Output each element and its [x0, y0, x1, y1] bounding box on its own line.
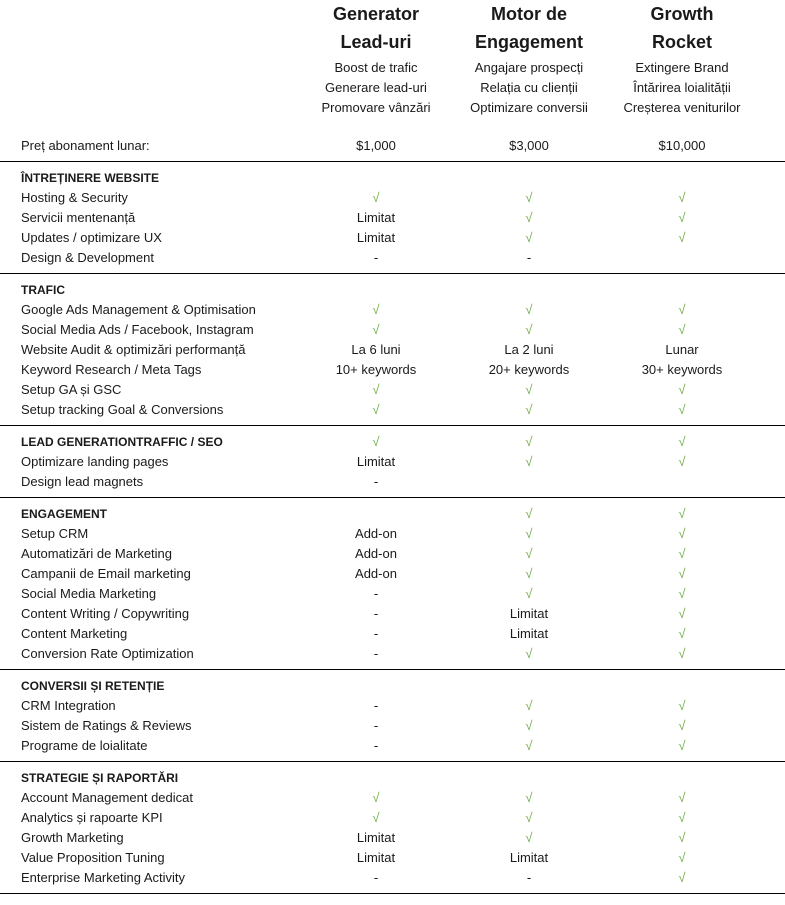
- check-mark: √: [678, 718, 686, 733]
- feature-value: Limitat: [356, 830, 396, 845]
- price-value: $10,000: [658, 138, 706, 153]
- feature-value: -: [373, 718, 379, 733]
- feature-value: La 2 luni: [504, 342, 554, 357]
- section-divider: [0, 425, 785, 426]
- check-mark: √: [678, 506, 686, 521]
- check-mark: √: [678, 190, 686, 205]
- section-header: [0, 768, 785, 788]
- section-divider: [0, 761, 785, 762]
- feature-value: Limitat: [509, 606, 549, 621]
- feature-row: [0, 524, 785, 544]
- feature-row: [0, 208, 785, 228]
- feature-value: -: [373, 738, 379, 753]
- plan-title-line2: Engagement: [474, 32, 584, 52]
- feature-value: Limitat: [356, 850, 396, 865]
- check-mark: √: [525, 382, 533, 397]
- feature-row: [0, 472, 785, 492]
- check-mark: √: [525, 526, 533, 541]
- section-divider: [0, 893, 785, 894]
- feature-label: Programe de loialitate: [21, 738, 148, 753]
- plan-header-engagement: [454, 0, 604, 118]
- plan-desc: Angajare prospecți: [474, 60, 584, 75]
- feature-row: [0, 380, 785, 400]
- section-title: TRAFIC: [21, 283, 65, 297]
- section-divider: [0, 161, 785, 162]
- price-value: $3,000: [509, 138, 549, 153]
- price-value: $1,000: [356, 138, 396, 153]
- check-mark: √: [678, 302, 686, 317]
- plan-desc: Generare lead-uri: [325, 80, 427, 95]
- feature-value: -: [373, 698, 379, 713]
- feature-label: Setup tracking Goal & Conversions: [21, 402, 224, 417]
- check-mark: √: [678, 434, 686, 449]
- check-mark: √: [678, 870, 686, 885]
- feature-row: [0, 808, 785, 828]
- feature-value: -: [373, 626, 379, 641]
- section-header: [0, 676, 785, 696]
- check-mark: √: [678, 566, 686, 581]
- plan-desc: Optimizare conversii: [470, 100, 588, 115]
- feature-row: [0, 320, 785, 340]
- feature-label: Analytics și rapoarte KPI: [21, 810, 163, 825]
- feature-row: [0, 604, 785, 624]
- check-mark: √: [678, 382, 686, 397]
- feature-label: Social Media Marketing: [21, 586, 157, 601]
- feature-row: [0, 828, 785, 848]
- check-mark: √: [525, 646, 533, 661]
- feature-label: Google Ads Management & Optimisation: [21, 302, 256, 317]
- feature-value: 30+ keywords: [641, 362, 723, 377]
- feature-label: Optimizare landing pages: [21, 454, 169, 469]
- check-mark: √: [372, 382, 380, 397]
- feature-row: [0, 788, 785, 808]
- feature-label: Growth Marketing: [21, 830, 124, 845]
- check-mark: √: [525, 322, 533, 337]
- feature-row: [0, 868, 785, 888]
- feature-value: -: [373, 250, 379, 265]
- feature-row: [0, 188, 785, 208]
- check-mark: √: [525, 402, 533, 417]
- feature-value: Limitat: [356, 210, 396, 225]
- check-mark: √: [525, 302, 533, 317]
- feature-value: Limitat: [356, 230, 396, 245]
- check-mark: √: [678, 606, 686, 621]
- check-mark: √: [525, 190, 533, 205]
- check-mark: √: [525, 586, 533, 601]
- feature-label: Content Marketing: [21, 626, 128, 641]
- plan-desc: Relația cu clienții: [480, 80, 578, 95]
- check-mark: √: [525, 718, 533, 733]
- feature-label: Design & Development: [21, 250, 154, 265]
- check-mark: √: [525, 454, 533, 469]
- section-header: [0, 280, 785, 300]
- check-mark: √: [678, 546, 686, 561]
- check-mark: √: [678, 454, 686, 469]
- feature-value: Add-on: [355, 546, 397, 561]
- feature-row: [0, 228, 785, 248]
- feature-row: [0, 584, 785, 604]
- check-mark: √: [372, 810, 380, 825]
- section-divider: [0, 497, 785, 498]
- check-mark: √: [678, 646, 686, 661]
- feature-label: Website Audit & optimizări performanță: [21, 342, 246, 357]
- check-mark: √: [525, 698, 533, 713]
- check-mark: √: [525, 210, 533, 225]
- feature-row: [0, 360, 785, 380]
- check-mark: √: [678, 830, 686, 845]
- plan-desc: Boost de trafic: [334, 60, 418, 75]
- feature-row: [0, 696, 785, 716]
- feature-label: Social Media Ads / Facebook, Instagram: [21, 322, 254, 337]
- check-mark: √: [372, 302, 380, 317]
- feature-value: Add-on: [355, 566, 397, 581]
- check-mark: √: [678, 738, 686, 753]
- plan-desc: Creșterea veniturilor: [623, 100, 741, 115]
- feature-value: -: [373, 870, 379, 885]
- section-title: CONVERSII ȘI RETENȚIE: [21, 679, 165, 693]
- feature-label: Hosting & Security: [21, 190, 128, 205]
- check-mark: √: [678, 698, 686, 713]
- feature-label: CRM Integration: [21, 698, 116, 713]
- feature-row: [0, 848, 785, 868]
- feature-value: 10+ keywords: [335, 362, 417, 377]
- section-title: ENGAGEMENT: [21, 507, 108, 521]
- feature-value: -: [373, 586, 379, 601]
- feature-label: Setup GA și GSC: [21, 382, 122, 397]
- section-divider: [0, 669, 785, 670]
- feature-row: [0, 716, 785, 736]
- plan-title-line2: Lead-uri: [340, 32, 412, 52]
- feature-row: [0, 300, 785, 320]
- feature-value: La 6 luni: [351, 342, 401, 357]
- check-mark: √: [372, 402, 380, 417]
- check-mark: √: [678, 322, 686, 337]
- feature-value: Limitat: [356, 454, 396, 469]
- feature-label: Value Proposition Tuning: [21, 850, 165, 865]
- plan-header-generator: [301, 0, 451, 118]
- feature-value: Limitat: [509, 626, 549, 641]
- feature-label: Conversion Rate Optimization: [21, 646, 194, 661]
- feature-row: [0, 340, 785, 360]
- feature-value: Limitat: [509, 850, 549, 865]
- feature-row: [0, 452, 785, 472]
- plan-header-growth-rocket: [607, 0, 757, 118]
- check-mark: √: [678, 402, 686, 417]
- feature-row: [0, 624, 785, 644]
- plan-desc: Promovare vânzări: [321, 100, 431, 115]
- feature-label: Sistem de Ratings & Reviews: [21, 718, 192, 733]
- check-mark: √: [525, 790, 533, 805]
- check-mark: √: [525, 830, 533, 845]
- section-header: [0, 168, 785, 188]
- feature-value: 20+ keywords: [488, 362, 570, 377]
- check-mark: √: [678, 850, 686, 865]
- check-mark: √: [525, 230, 533, 245]
- check-mark: √: [678, 230, 686, 245]
- feature-value: Add-on: [355, 526, 397, 541]
- section-title: STRATEGIE ȘI RAPORTĂRI: [21, 771, 179, 785]
- feature-value: -: [373, 606, 379, 621]
- check-mark: √: [372, 322, 380, 337]
- feature-label: Enterprise Marketing Activity: [21, 870, 186, 885]
- section-header: [0, 432, 785, 452]
- feature-row: [0, 544, 785, 564]
- check-mark: √: [372, 434, 380, 449]
- feature-label: Account Management dedicat: [21, 790, 193, 805]
- check-mark: √: [678, 210, 686, 225]
- feature-row: [0, 564, 785, 584]
- plan-title-line2: Rocket: [651, 32, 713, 52]
- feature-label: Setup CRM: [21, 526, 89, 541]
- check-mark: √: [678, 526, 686, 541]
- plan-title-line1: Motor de: [491, 4, 567, 24]
- check-mark: √: [372, 190, 380, 205]
- feature-label: Keyword Research / Meta Tags: [21, 362, 202, 377]
- plan-desc: Întărirea loialității: [633, 80, 731, 95]
- check-mark: √: [678, 790, 686, 805]
- price-label: Preț abonament lunar:: [21, 138, 150, 153]
- plan-title-line1: Generator: [332, 4, 420, 24]
- check-mark: √: [372, 790, 380, 805]
- price-row: [0, 136, 785, 156]
- feature-row: [0, 400, 785, 420]
- feature-label: Updates / optimizare UX: [21, 230, 162, 245]
- feature-value: Lunar: [665, 342, 699, 357]
- check-mark: √: [678, 626, 686, 641]
- check-mark: √: [525, 434, 533, 449]
- feature-value: -: [526, 250, 532, 265]
- feature-label: Servicii mentenanță: [21, 210, 136, 225]
- section-header: [0, 504, 785, 524]
- check-mark: √: [525, 810, 533, 825]
- feature-value: -: [526, 870, 532, 885]
- check-mark: √: [678, 586, 686, 601]
- check-mark: √: [525, 566, 533, 581]
- feature-label: Content Writing / Copywriting: [21, 606, 190, 621]
- check-mark: √: [678, 810, 686, 825]
- check-mark: √: [525, 506, 533, 521]
- section-title: ÎNTREȚINERE WEBSITE: [21, 171, 160, 185]
- plan-desc: Extingere Brand: [635, 60, 729, 75]
- feature-label: Design lead magnets: [21, 474, 144, 489]
- plan-title-line1: Growth: [650, 4, 714, 24]
- feature-row: [0, 248, 785, 268]
- feature-row: [0, 736, 785, 756]
- check-mark: √: [525, 546, 533, 561]
- section-title: LEAD GENERATIONTRAFFIC / SEO: [21, 435, 223, 449]
- feature-label: Automatizări de Marketing: [21, 546, 173, 561]
- feature-label: Campanii de Email marketing: [21, 566, 191, 581]
- feature-row: [0, 644, 785, 664]
- check-mark: √: [525, 738, 533, 753]
- section-divider: [0, 273, 785, 274]
- feature-value: -: [373, 646, 379, 661]
- feature-value: -: [373, 474, 379, 489]
